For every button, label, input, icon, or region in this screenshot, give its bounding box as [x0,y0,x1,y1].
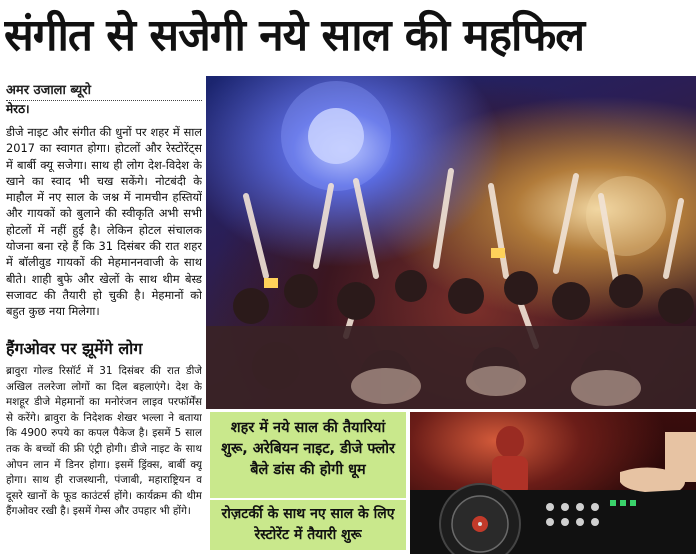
photo-caption-bottom: रोज़टर्की के साथ नए साल के लिए रेस्टोरेंट में तैयारी शुरू [221,506,395,543]
article-subhead: हैंगओवर पर झूमेंगे लोग [6,339,143,358]
crowd-illustration [206,76,696,409]
article-headline: संगीत से सजेगी नये साल की महफिल [4,10,585,61]
article-paragraph-1: डीजे नाइट और संगीत की धुनों पर शहर में साल 2017 का स्वागत होगा। होटलों और रेस्टोरेंट्स में बार्बी क्यू सजेगा। साथ ही लोग देश-विदेश के खाने का स्वाद भी चख सकेंगे। नोटबंदी के माहौल में नए साल के जश्न में नामचीन हस्तियों और गायकों को बुलाने की स्वीकृति अभी सभी होटलों में नहीं हुई है। लेकिन होटल संचालक योजना बना रहे हैं कि 31 दिसंबर की रात शहर में बॉलीवुड गायकों की मेहमाननवाजी के साथ बीते। शाही बुफे और खेलों के साथ थीम बेस्ड सजावट की तैयारी हो चुकी है। मेहमानों को बहुत कुछ नया मिलेगा। [6,125,202,319]
caption-divider [210,498,406,500]
byline: अमर उजाला ब्यूरो [6,80,202,101]
party-crowd-photo [206,76,696,409]
photo-caption-box [210,412,406,550]
photo-caption-top: शहर में नये साल की तैयारियां शुरू, अरेबियन नाइट, डीजे फ्लोर बैले डांस की होगी धूम [221,420,395,478]
dateline: मेरठ। [6,102,30,116]
article-paragraph-2: ब्रावुरा गोल्ड रिसॉर्ट में 31 दिसंबर की रात डीजे अखिल तलरेजा लोगों का दिल बहलाएंगे। देश के मशहूर डीजे मेहमानों का मनोरंजन लाइव परफॉर्मेंस से करेंगे। ब्रावुरा के निदेशक शेखर भल्ला ने बताया कि 4900 रुपये का कपल पैकेज है। इसमें 5 साल तक के बच्चों की फ्री एंट्री होगी। डीजे नाइट के साथ ओपन लान में डिनर होगा। इसमें ड्रिंक्स, बार्बी क्यू होगा। साथ ही राजस्थानी, पंजाबी, महाराष्ट्रियन व दूसरे खानों के फूड काउंटर्स होंगे। कार्यक्रम की थीम हैंगओवर रखी है। इसमें गेम्स और उपहार भी होंगे। [6,365,202,518]
dj-turntable-photo [410,412,696,554]
dj-illustration [410,412,696,554]
